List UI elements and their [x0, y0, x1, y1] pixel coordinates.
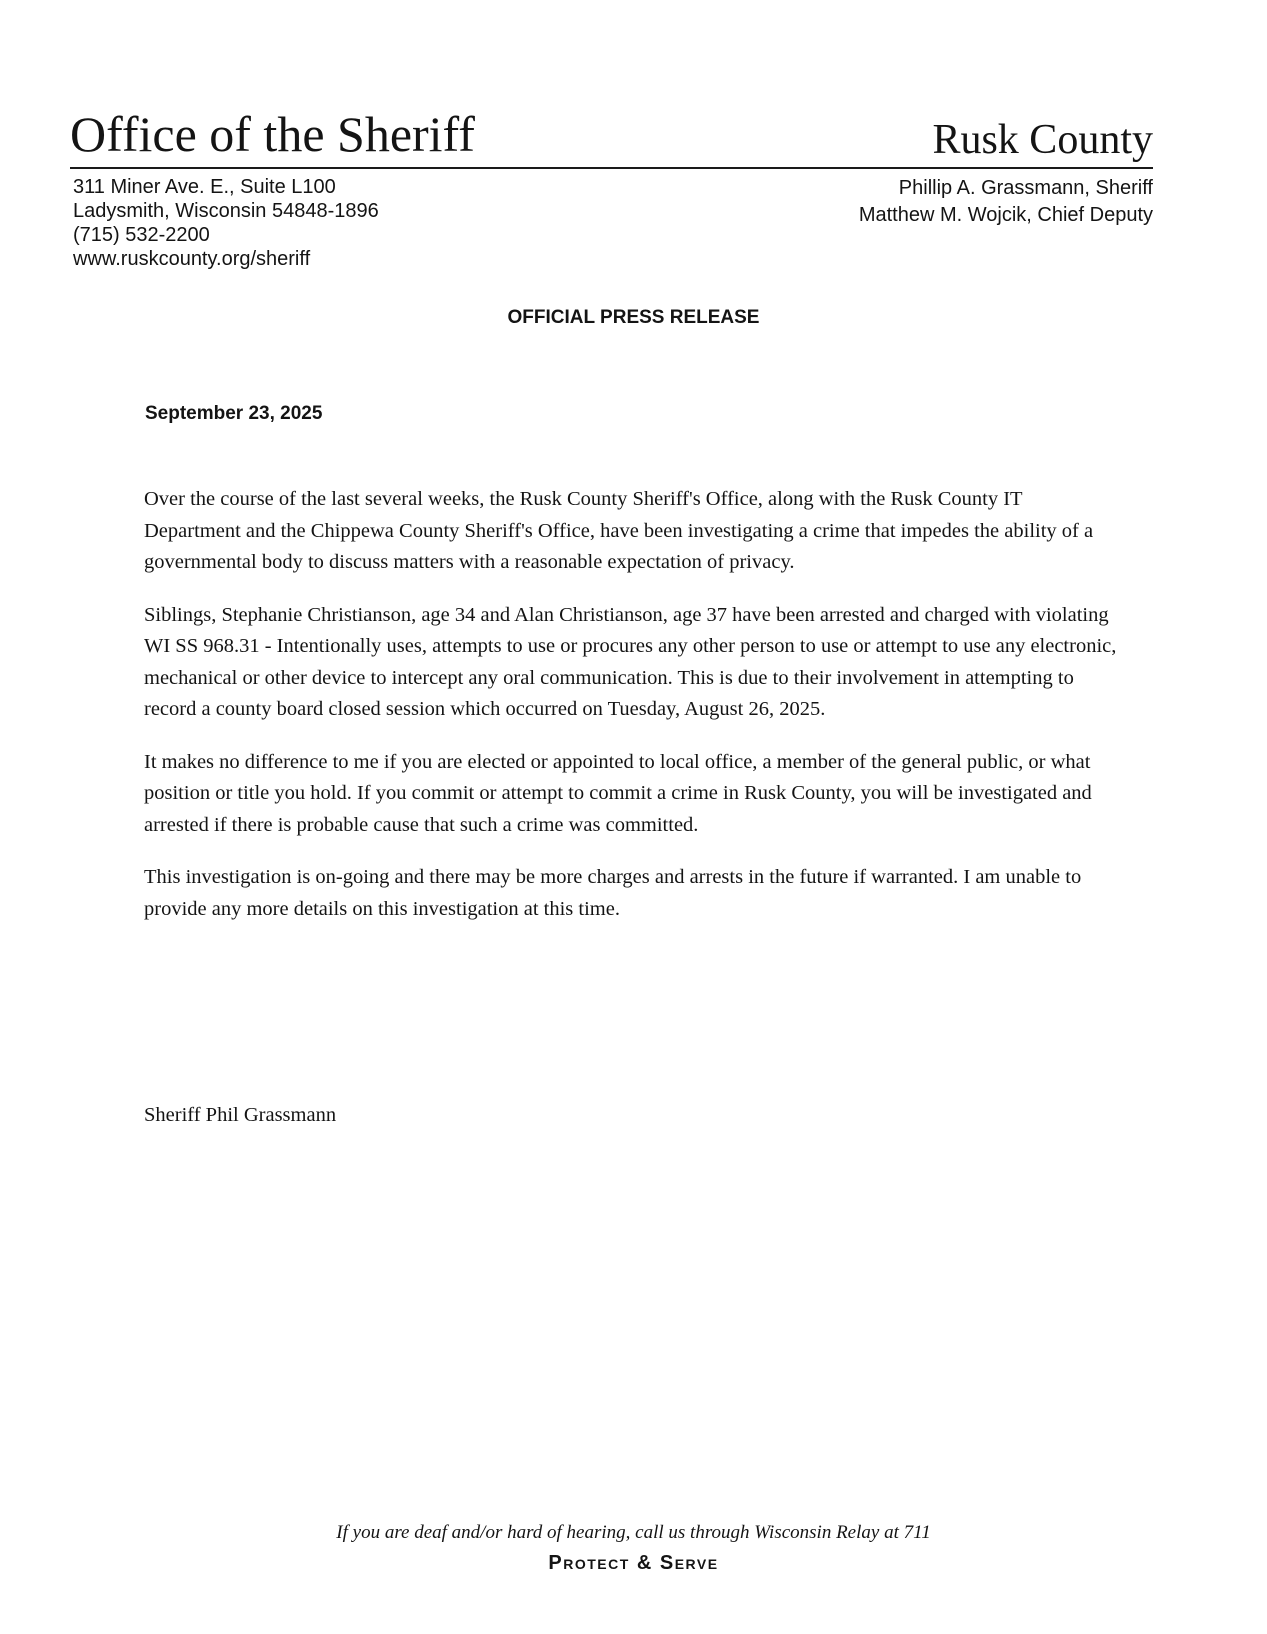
release-body: [144, 484, 1124, 946]
city-state-zip: Ladysmith, Wisconsin 54848-1896: [73, 200, 379, 222]
address-block: [73, 175, 379, 271]
body-paragraph: Over the course of the last several weeks, the Rusk County Sheriff's Office, along with the Rusk County IT Department and the Chippewa County Sheriff's Office, have been investigating a crime that impedes the ability of a governmental body to discuss matters with a reasonable expectation of privacy.: [144, 488, 1094, 573]
office-title: Office of the Sheriff: [70, 106, 475, 162]
street-address: 311 Miner Ave. E., Suite L100: [73, 176, 336, 198]
chief-deputy-name: Matthew M. Wojcik, Chief Deputy: [858, 204, 1153, 226]
header-divider: [70, 167, 1153, 169]
body-paragraph: This investigation is on-going and there may be more charges and arrests in the future if warranted. I am unable to provide any more details on this investigation at this time.: [144, 866, 1082, 920]
footer-motto: Protect & Serve: [548, 1552, 719, 1574]
phone-number: (715) 532-2200: [73, 224, 210, 246]
signature: Sheriff Phil Grassmann: [144, 1104, 337, 1126]
county-title: Rusk County: [932, 117, 1153, 163]
sheriff-name: Phillip A. Grassmann, Sheriff: [898, 177, 1153, 199]
release-date: September 23, 2025: [145, 403, 323, 424]
relay-notice: If you are deaf and/or hard of hearing, call us through Wisconsin Relay at 711: [336, 1522, 931, 1543]
press-release-heading: OFFICIAL PRESS RELEASE: [507, 307, 760, 328]
officers-block: [859, 175, 1153, 229]
website-url: www.ruskcounty.org/sheriff: [73, 248, 311, 270]
body-paragraph: Siblings, Stephanie Christianson, age 34 and Alan Christianson, age 37 have been arrested and charged with violating WI SS 968.31 - Intentionally uses, attempts to use or procures any other person to use or attempt to use any electronic, mechanical or other device to intercept any oral communication. This is due to their involvement in attempting to record a county board closed session which occurred on Tuesday, August 26, 2025.: [144, 603, 1117, 720]
body-paragraph: It makes no difference to me if you are elected or appointed to local office, a member of the general public, or what position or title you hold. If you commit or attempt to commit a crime in Rusk County, you will be investigated and arrested if there is probable cause that such a crime was committed.: [144, 750, 1092, 836]
